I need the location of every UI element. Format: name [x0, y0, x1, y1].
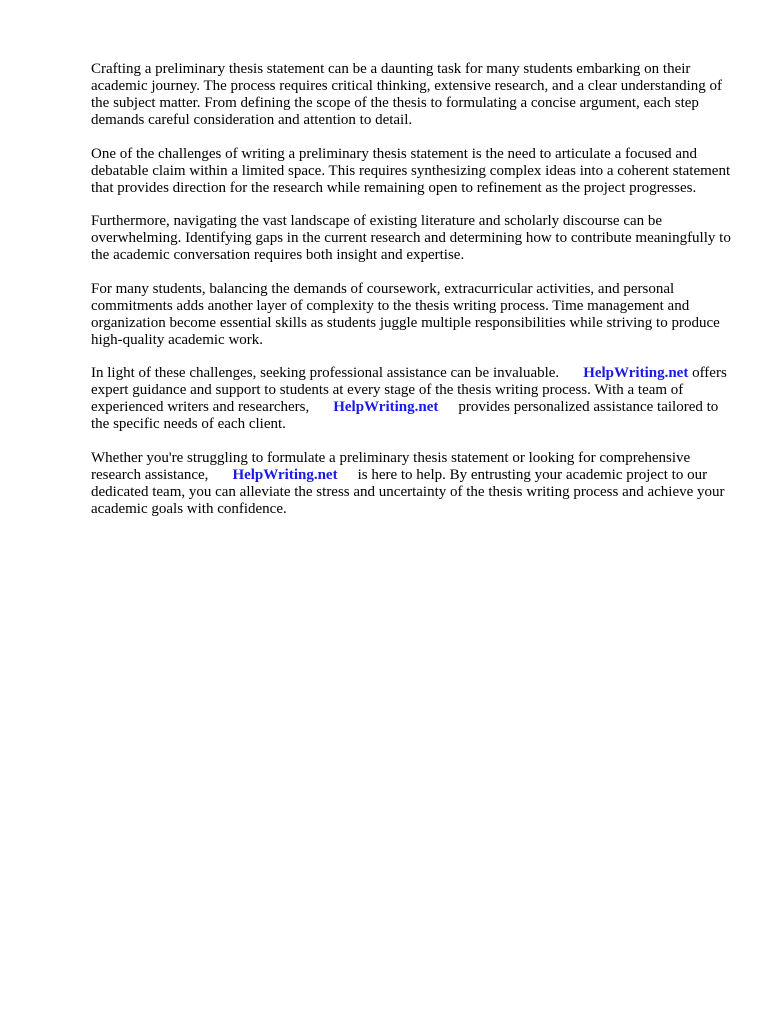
paragraph-5-text-b: offers expert guidance and support to students at every stage of the thesis writing process. With a team of experienced writers and researchers,	[91, 365, 727, 415]
paragraph-6-text-a: Whether you're struggling to formulate a preliminary thesis statement or looking for comprehensive research assistance,	[91, 449, 691, 483]
paragraph-1: Crafting a preliminary thesis statement can be a daunting task for many students embarking on their academic journey. The process requires critical thinking, extensive research, and a clear understanding of the subject matter. From defining the scope of the thesis to formulating a concise argument, each step demands careful consideration and attention to detail.	[91, 61, 722, 128]
paragraph-5-text-c: provides personalized assistance tailored to the specific needs of each client.	[91, 399, 719, 432]
paragraph-4: For many students, balancing the demands of coursework, extracurricular activities, and personal commitments adds another layer of complexity to the thesis writing process. Time management and organization become essential skills as students juggle multiple responsibilities while striving to produce high-quality academic work.	[91, 280, 720, 348]
helpwriting-link-3[interactable]: HelpWriting.net	[232, 466, 338, 483]
paragraph-2: One of the challenges of writing a preliminary thesis statement is the need to articulate a focused and debatable claim within a limited space. This requires synthesizing complex ideas into a coherent statement that provides direction for the research while remaining open to refinement as the project progresses.	[91, 145, 731, 196]
paragraph-5-text-a: In light of these challenges, seeking professional assistance can be invaluable.	[91, 365, 560, 381]
paragraph-6	[91, 450, 731, 518]
paragraph-3: Furthermore, navigating the vast landscape of existing literature and scholarly discourse can be overwhelming. Identifying gaps in the current research and determining how to contribute meaningfully to the academic conversation requires both insight and expertise.	[91, 213, 731, 263]
helpwriting-link-2[interactable]: HelpWriting.net	[333, 399, 439, 415]
paragraph-5	[91, 365, 731, 433]
helpwriting-link-1[interactable]: HelpWriting.net	[583, 365, 689, 381]
document-body	[91, 61, 731, 534]
paragraph-6-text-b: is here to help. By entrusting your academic project to our dedicated team, you can alleviate the stress and uncertainty of the thesis writing process and achieve your academic goals with confidence.	[91, 466, 725, 517]
